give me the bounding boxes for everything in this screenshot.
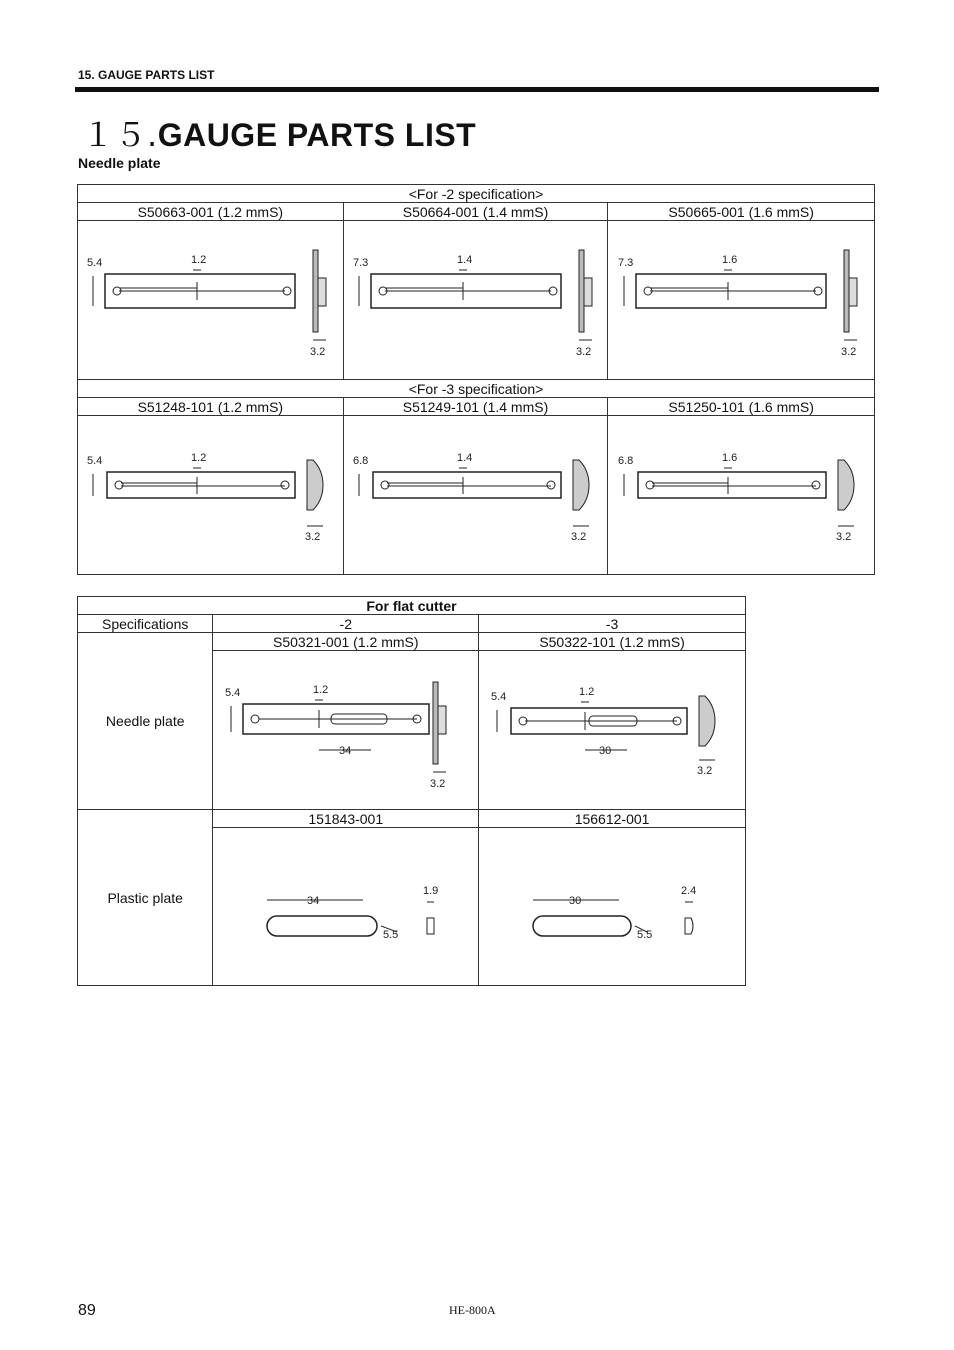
dim-label: 3.2 [570,531,586,543]
dim-label: 3.2 [305,531,321,543]
dim-label: 1.2 [191,254,207,266]
running-header: 15. GAUGE PARTS LIST [78,68,215,82]
dim-label: 3.2 [836,531,852,543]
part-label: S50665-001 (1.6 mmS) [608,203,875,221]
dim-label: 6.8 [618,455,634,467]
drawing-cell [608,416,875,575]
dim-label: 34 [306,894,320,907]
dim-label: 1.6 [722,452,738,464]
dim-label: 2.4 [681,884,697,897]
drawing-cell [213,651,479,810]
page-title [82,110,476,156]
spec3-caption: <For -3 specification> [78,380,875,398]
drawing-cell [608,221,875,380]
part-label: 156612-001 [479,810,746,828]
dim-label: 5.5 [382,928,399,941]
drawing-cell [343,221,608,380]
dim-label: 1.9 [422,884,439,897]
drawing-cell [479,828,746,986]
needle-plate-row-label: Needle plate [78,633,213,810]
needle-plate-drawing [616,230,866,370]
dim-label: 3.2 [697,765,713,777]
drawing-cell [78,416,344,575]
dim-label: 5.4 [224,687,241,699]
part-label: S50663-001 (1.2 mmS) [78,203,344,221]
flat-cutter-table [77,596,746,986]
dim-label: 1.2 [312,684,329,696]
flat-cutter-heading: For flat cutter [78,597,746,615]
dim-label: 1.2 [191,452,207,464]
drawing-cell [479,651,746,810]
dim-label: 1.6 [722,254,738,266]
dim-label: 5.4 [491,691,507,703]
plastic-plate-drawing [221,842,471,972]
spec-2-label: -2 [213,615,479,633]
drawing-cell [343,416,608,575]
part-label: S51250-101 (1.6 mmS) [608,398,875,416]
dim-label: 7.3 [352,257,368,269]
title-number: １５. [82,116,158,154]
drawing-cell [78,221,344,380]
dim-label: 5.4 [87,257,103,269]
title-text: GAUGE PARTS LIST [157,117,477,153]
needle-plate-table [77,184,875,575]
spec2-caption: <For -2 specification> [78,185,875,203]
dim-label: 30 [599,745,612,757]
needle-plate-drawing [85,430,335,560]
part-label: 151843-001 [213,810,479,828]
model-name: HE-800A [449,1303,496,1317]
dim-label: 3.2 [310,346,326,358]
part-label: S50664-001 (1.4 mmS) [343,203,608,221]
part-label: S50322-101 (1.2 mmS) [479,633,746,651]
specifications-label: Specifications [78,615,213,633]
needle-plate-drawing [351,430,601,560]
plastic-plate-drawing [487,842,737,972]
dim-label: 7.3 [618,257,634,269]
needle-plate-drawing [85,230,335,370]
dim-label: 1.4 [456,254,472,266]
dim-label: 3.2 [841,346,857,358]
dim-label: 30 [569,894,582,907]
part-label: S50321-001 (1.2 mmS) [213,633,479,651]
dim-label: 5.5 [637,928,653,941]
part-label: S51249-101 (1.4 mmS) [343,398,608,416]
dim-label: 1.2 [579,686,595,698]
plastic-plate-row-label: Plastic plate [78,810,213,986]
needle-plate-drawing [351,230,601,370]
flat-cutter-needle-plate-drawing [487,660,737,800]
needle-plate-drawing [616,430,866,560]
spec-3-label: -3 [479,615,746,633]
page-number: 89 [78,1302,96,1319]
drawing-cell [213,828,479,986]
needle-plate-heading: Needle plate [78,155,161,171]
dim-label: 3.2 [429,778,446,790]
dim-label: 34 [338,745,352,757]
dim-label: 6.8 [352,455,368,467]
dim-label: 5.4 [87,455,103,467]
header-rule [75,87,879,92]
dim-label: 1.4 [456,452,472,464]
part-label: S51248-101 (1.2 mmS) [78,398,344,416]
flat-cutter-needle-plate-drawing [221,660,471,800]
dim-label: 3.2 [575,346,591,358]
